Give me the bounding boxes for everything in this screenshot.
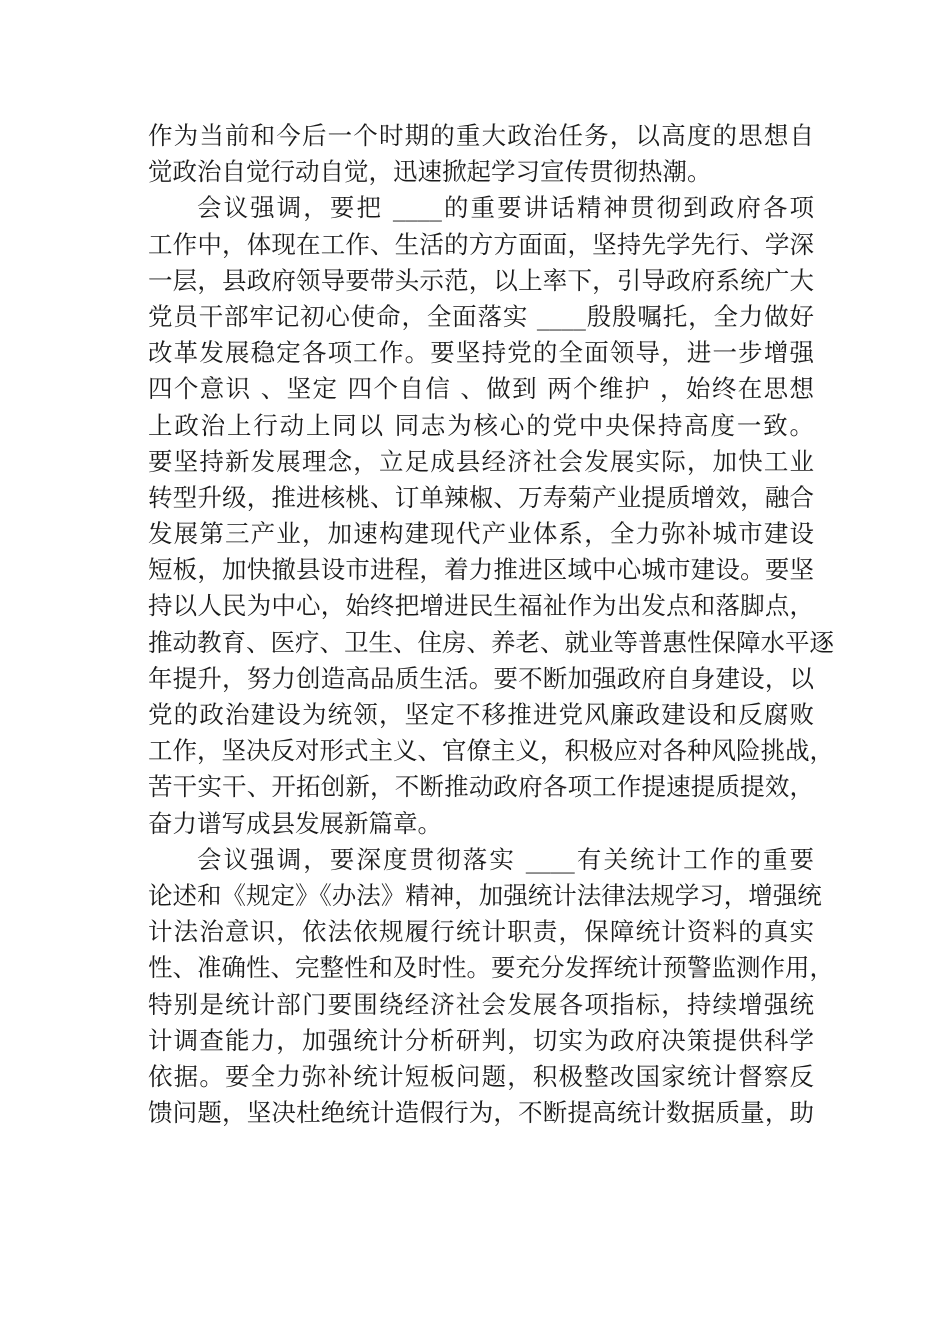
text-line: 苦干实干、开拓创新，不断推动政府各项工作提速提质提效，: [148, 772, 814, 802]
text-line: 工作，坚决反对形式主义、官僚主义，积极应对各种风险挑战，: [148, 736, 834, 766]
text-line: 党的政治建设为统领，坚定不移推进党风廉政建设和反腐败: [148, 700, 814, 729]
text-line: 特别是统计部门要围绕经济社会发展各项指标，持续增强统: [148, 989, 814, 1019]
text-line: 工作中，体现在工作、生活的方方面面，坚持先学先行、学深: [148, 229, 814, 259]
text-line: 觉政治自觉行动自觉，迅速掀起学习宣传贯彻热潮。: [148, 157, 712, 187]
paragraph-first-line: 会议强调，要把 ____的重要讲话精神贯彻到政府各项: [197, 193, 814, 223]
text-line: 转型升级，推进核桃、订单辣椒、万寿菊产业提质增效，融合: [148, 482, 814, 512]
document-body: [148, 118, 834, 1131]
text-line: 馈问题，坚决杜绝统计造假行为，不断提高统计数据质量，助: [148, 1098, 814, 1128]
text-line: 四个意识 、坚定 四个自信 、做到 两个维护 ，始终在思想: [148, 374, 814, 404]
text-line: 计法治意识，依法依规履行统计职责，保障统计资料的真实: [148, 917, 814, 947]
text-line: 推动教育、医疗、卫生、住房、养老、就业等普惠性保障水平逐: [148, 627, 834, 657]
text-line: 短板，加快撤县设市进程，着力推进区域中心城市建设。要坚: [148, 555, 814, 585]
text-line: 发展第三产业，加速构建现代产业体系，全力弥补城市建设: [148, 519, 814, 549]
text-line: 党员干部牢记初心使命，全面落实 ____殷殷嘱托，全力做好: [148, 301, 814, 331]
text-line: 年提升，努力创造高品质生活。要不断加强政府自身建设，以: [148, 663, 814, 693]
text-line: 持以人民为中心，始终把增进民生福祉作为出发点和落脚点，: [148, 591, 814, 621]
text-line: 一层，县政府领导要带头示范，以上率下，引导政府系统广大: [148, 265, 814, 295]
text-line: 要坚持新发展理念，立足成县经济社会发展实际，加快工业: [148, 446, 814, 476]
text-line: 奋力谱写成县发展新篇章。: [148, 808, 442, 838]
text-line: 论述和《规定》《办法》精神，加强统计法律法规学习，增强统: [148, 880, 822, 910]
text-line: 依据。要全力弥补统计短板问题，积极整改国家统计督察反: [148, 1061, 814, 1091]
text-line: 作为当前和今后一个时期的重大政治任务，以高度的思想自: [148, 121, 814, 150]
text-line: 改革发展稳定各项工作。要坚持党的全面领导，进一步增强: [148, 338, 814, 368]
paragraph-first-line: 会议强调，要深度贯彻落实 ____有关统计工作的重要: [197, 844, 814, 874]
text-line: 性、准确性、完整性和及时性。要充分发挥统计预警监测作用，: [148, 953, 834, 983]
text-line: 上政治上行动上同以 同志为核心的党中央保持高度一致。: [148, 410, 814, 440]
text-line: 计调查能力，加强统计分析研判，切实为政府决策提供科学: [148, 1025, 814, 1055]
